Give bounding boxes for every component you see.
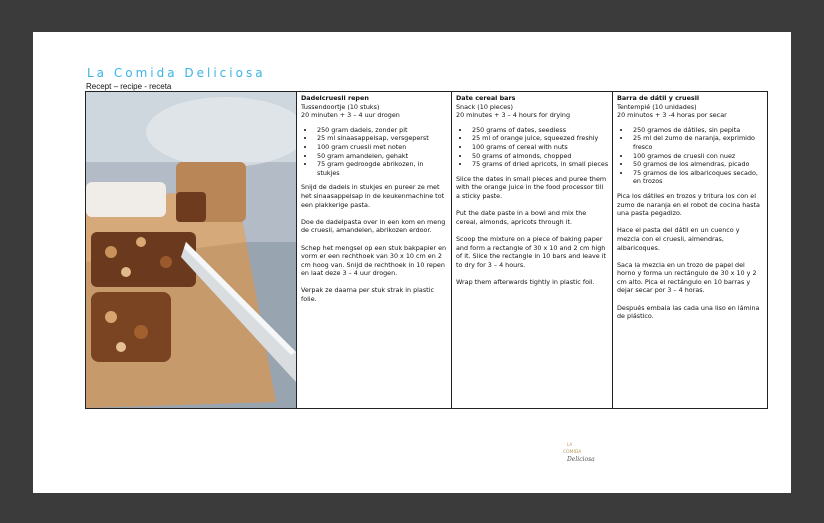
recipe-name: Dadelcruesli repen — [301, 94, 369, 102]
ingredient-item: • 25 ml of orange juice, squeezed freshly — [470, 134, 609, 143]
recipe-time: 20 minuten + 3 – 4 uur drogen — [301, 111, 400, 120]
ingredient-item: • 50 grams of almonds, chopped — [470, 152, 609, 161]
recipe-column-english — [451, 92, 612, 408]
ingredient-list — [456, 126, 609, 169]
recipe-step: Hace el pasta del dátil en un cuenco y mezcla con el cruesli, almendras, albaricoques. — [617, 226, 740, 252]
recipe-column-spanish — [612, 92, 767, 408]
recipe-column-dutch — [296, 92, 451, 408]
recipe-time: 20 minutes + 3 – 4 hours for drying — [456, 111, 571, 120]
ingredient-item: • 100 grams of cereal with nuts — [470, 143, 609, 152]
logo-line: LA — [567, 442, 573, 447]
recipe-step: Saca la mezcla en un trozo de papel del horno y forma un rectángulo de 30 x 10 y 2 cm alto. Pica el rectángulo en 10 barras y dejar secar por 3 – 4 horas. — [617, 260, 757, 295]
ingredient-item: • 50 gramos de los almendras, picado — [631, 160, 764, 169]
recipe-step: Scoop the mixture on a piece of baking paper and form a rectangle of 30 x 10 and 2 cm high of it. Slice the rectangle in 10 bars and leave it to dry for 3 – 4 hours. — [456, 234, 607, 269]
recipe-type: Tussendoortje (10 stuks) — [301, 102, 380, 111]
ingredient-item: • 100 gramos de cruesli con nuez — [631, 152, 764, 161]
logo-line: Deliciosa — [567, 456, 595, 463]
recipe-step: Put the date paste in a bowl and mix the cereal, almonds, apricots through it. — [456, 209, 587, 226]
recipe-type: Snack (10 pieces) — [456, 102, 513, 111]
recipe-page — [33, 32, 791, 493]
recipe-step: Schep het mengsel op een stuk bakpapier en vorm er een rechthoek van 30 x 10 cm en 2 cm hoog van. Snijd de rechthoek in 10 repen en laat deze 3 – 4 uur drogen. — [301, 243, 447, 278]
ingredient-item: • 100 gram cruesli met noten — [315, 143, 448, 152]
recipe-photo — [86, 92, 296, 408]
recipe-step: Doe de dadelpasta over in een kom en meng de cruesli, amandelen, abrikozen erdoor. — [301, 217, 446, 235]
recipe-step: Pica los dátiles en trozos y tritura los con el zumo de naranja en el robot de cocina hasta una pasta pegadizo. — [617, 191, 760, 218]
recipe-step: Wrap them afterwards tightly in plastic foil. — [456, 277, 595, 286]
recipe-step: Slice the dates in small pieces and puree them with the orange juice in the food processor till a sticky paste. — [456, 174, 607, 200]
ingredient-item: • 25 ml del zumo de naranja, exprimido fresco — [631, 134, 764, 151]
recipe-name: Barra de dátil y cruesli — [617, 94, 700, 102]
recipe-name: Date cereal bars — [456, 94, 516, 102]
page-title: La Comida Deliciosa — [87, 66, 266, 80]
recipe-step: Verpak ze daarna per stuk strak in plastic folie. — [301, 286, 434, 304]
recipe-step: Snijd de dadels in stukjes en pureer ze met het sinaasappelsap in de keukenmachine tot een plakkerige pasta. — [301, 183, 445, 209]
recipe-type: Tentempié (10 unidades) — [617, 102, 697, 111]
ingredient-item: • 50 gram amandelen, gehakt — [315, 152, 448, 161]
ingredient-item: • 250 grams of dates, seedless — [470, 126, 609, 135]
ingredient-list — [617, 126, 764, 186]
recipe-table — [85, 91, 768, 409]
ingredient-item: • 250 gramos de dátiles, sin pepita — [631, 126, 764, 135]
ingredient-item: • 75 grams of dried apricots, in small pieces — [470, 160, 609, 169]
ingredient-item: • 75 gramos de los albaricoques secado, en trozos — [631, 169, 764, 186]
ingredient-item: • 25 ml sinaasappelsap, versgeperst — [315, 134, 448, 143]
ingredient-list — [301, 126, 448, 178]
page-subtitle: Recept – recipe - receta — [86, 82, 172, 91]
logo-line: COMIDA — [563, 450, 582, 455]
date-bars-image — [86, 92, 296, 408]
brand-logo — [558, 438, 608, 468]
recipe-step: Después embala las cada una liso en lámina de plástico. — [617, 303, 760, 321]
recipe-time: 20 minutos + 3 -4 horas por secar — [617, 111, 727, 120]
ingredient-item: • 75 gram gedroogde abrikozen, in stukjes — [315, 160, 448, 177]
ingredient-item: • 250 gram dadels, zonder pit — [315, 126, 448, 135]
